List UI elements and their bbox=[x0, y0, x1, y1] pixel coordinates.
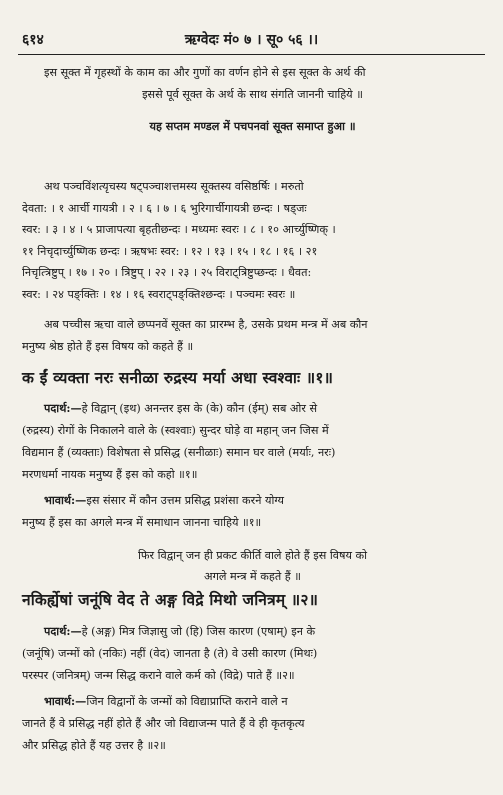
intro2-line: मनुष्य श्रेष्ठ होते हैं इस विषय को कहते हैं ॥ bbox=[22, 340, 194, 353]
anukramani-line: ११ निचृदार्च्युष्णिक छन्दः । ऋषभः स्वर: । १२ । १३ । १५ । १८ । १६ । २१ bbox=[22, 244, 318, 258]
bhavartha-label: भावार्थ:— bbox=[44, 493, 87, 507]
intro-line: इस सूक्त में गृहस्थों के काम का और गुणों का वर्णन होने से इस सूक्त के अर्थ की bbox=[44, 66, 366, 79]
bhavartha-text: जिन विद्वानों के जन्मों को विद्याप्राप्ति कराने वाले न bbox=[86, 695, 288, 708]
mantra-1: क ईं व्यक्ता नरः सनीळा रुद्रस्य मर्या अधा स्वश्वाः ॥१॥ bbox=[22, 368, 334, 387]
padartha-line: (रुद्रस्य) रोगों के निकालने वाले के (स्वश्वाः) सुन्दर घोड़े वा महान् जन जिस में bbox=[22, 424, 329, 437]
padartha-line: मरणधर्मा नायक मनुष्य हैं इस को कहो ॥१॥ bbox=[22, 468, 198, 481]
padartha-2 bbox=[22, 620, 483, 687]
bhavartha-line: मनुष्य हैं इस का अगले मन्त्र में समाधान जानना चाहिये ॥१॥ bbox=[22, 516, 262, 529]
page-number: ६१४ bbox=[22, 32, 44, 48]
intro3-paragraph bbox=[22, 545, 483, 587]
intro2-line: अब पच्चीस ऋचा वाले छप्पनवें सूक्त का प्रारम्भ है, उसके प्रथम मन्त्र में अब कौन bbox=[44, 318, 368, 331]
padartha-1 bbox=[22, 397, 483, 486]
intro-paragraph bbox=[22, 62, 483, 106]
padartha-text: हे (अङ्ग) मित्र जिज्ञासु जो (हि) जिस कारण (एषाम्) इन के bbox=[81, 625, 316, 638]
padartha-line: परस्पर (जनित्रम्) जन्म सिद्ध कराने वाले कर्म को (विद्रे) पाते हैं ॥२॥ bbox=[22, 669, 295, 682]
padartha-line: विद्यमान हैं (व्यक्ताः) विशेषता से प्रसिद्ध (सनीळाः) समान घर वाले (मर्याः, नरः) bbox=[22, 446, 336, 459]
padartha-label: पदार्थ:— bbox=[44, 401, 82, 415]
bhavartha-line: और प्रसिद्ध होते हैं यह उत्तर है ॥२॥ bbox=[22, 739, 166, 752]
completion-note: यह सप्तम मण्डल में पचपनवां सूक्त समाप्त हुआ ॥ bbox=[149, 119, 356, 133]
page-header bbox=[22, 30, 481, 50]
padartha-text: हे विद्वान् (इथ) अनन्तर इस के (के) कौन (ईम्) सब ओर से bbox=[81, 402, 318, 415]
anukramani-line: स्वर: । २४ पङ्क्तिः । १४ । १६ स्वराट्पङ्क्तिश्छन्दः । पञ्चमः स्वरः ॥ bbox=[22, 287, 296, 301]
bhavartha-1 bbox=[22, 489, 483, 534]
padartha-line: (जनूंषि) जन्मों को (नकिः) नहीं (वेद) जानता है (ते) वे उसी कारण (मिथः) bbox=[22, 647, 318, 660]
bhavartha-text: इस संसार में कौन उत्तम प्रसिद्ध प्रशंसा करने योग्य bbox=[86, 494, 284, 507]
intro3-line: फिर विद्वान् जन ही प्रकट कीर्ति वाले होते हैं इस विषय को bbox=[137, 549, 368, 562]
intro2-paragraph bbox=[22, 314, 483, 358]
running-head: ऋग्वेदः मं० ७ । सू० ५६ ।। bbox=[184, 32, 319, 48]
intro3-line: अगले मन्त्र में कहते हैं ॥ bbox=[204, 570, 301, 583]
intro-line: इससे पूर्व सूक्त के अर्थ के साथ संगति जाननी चाहिये ॥ bbox=[142, 88, 363, 101]
anukramani-line: अथ पञ्चविंशत्यृचस्य षट्पञ्चाशत्तमस्य सूक्तस्य वसिष्ठर्षिः । मरुतो bbox=[44, 180, 304, 193]
anukramani-line: निचृत्त्रिष्टुप् । १७ । २० । त्रिष्टुप् । २२ । २३ । २५ विराट्त्रिष्टुप्छन्दः । धैवत: bbox=[22, 266, 312, 279]
anukramani-line: स्वर: । ३ । ४ । ५ प्राजापत्या बृहतीछन्दः । मध्यमः स्वरः । ८ । १० आर्च्युष्णिक् । bbox=[22, 223, 336, 236]
bhavartha-line: जानते हैं वे प्रसिद्ध नहीं होते हैं और जो विद्याजन्म पाते हैं वे ही कृतकृत्य bbox=[22, 717, 305, 730]
anukramani-line: देवता: । १ आर्ची गायत्री । २ । ६ । ७ । ६ भुरिगार्चीगायत्री छन्दः । षड्जः bbox=[22, 201, 307, 215]
bhavartha-2 bbox=[22, 690, 483, 757]
anukramani bbox=[22, 176, 483, 305]
bhavartha-label: भावार्थ:— bbox=[44, 694, 87, 708]
header-rule bbox=[18, 54, 485, 55]
mantra-2: नकिर्ह्येषां जनूंषि वेद ते अङ्ग विद्रे मिथो जनित्रम् ॥२॥ bbox=[22, 590, 319, 609]
padartha-label: पदार्थ:— bbox=[44, 624, 82, 638]
